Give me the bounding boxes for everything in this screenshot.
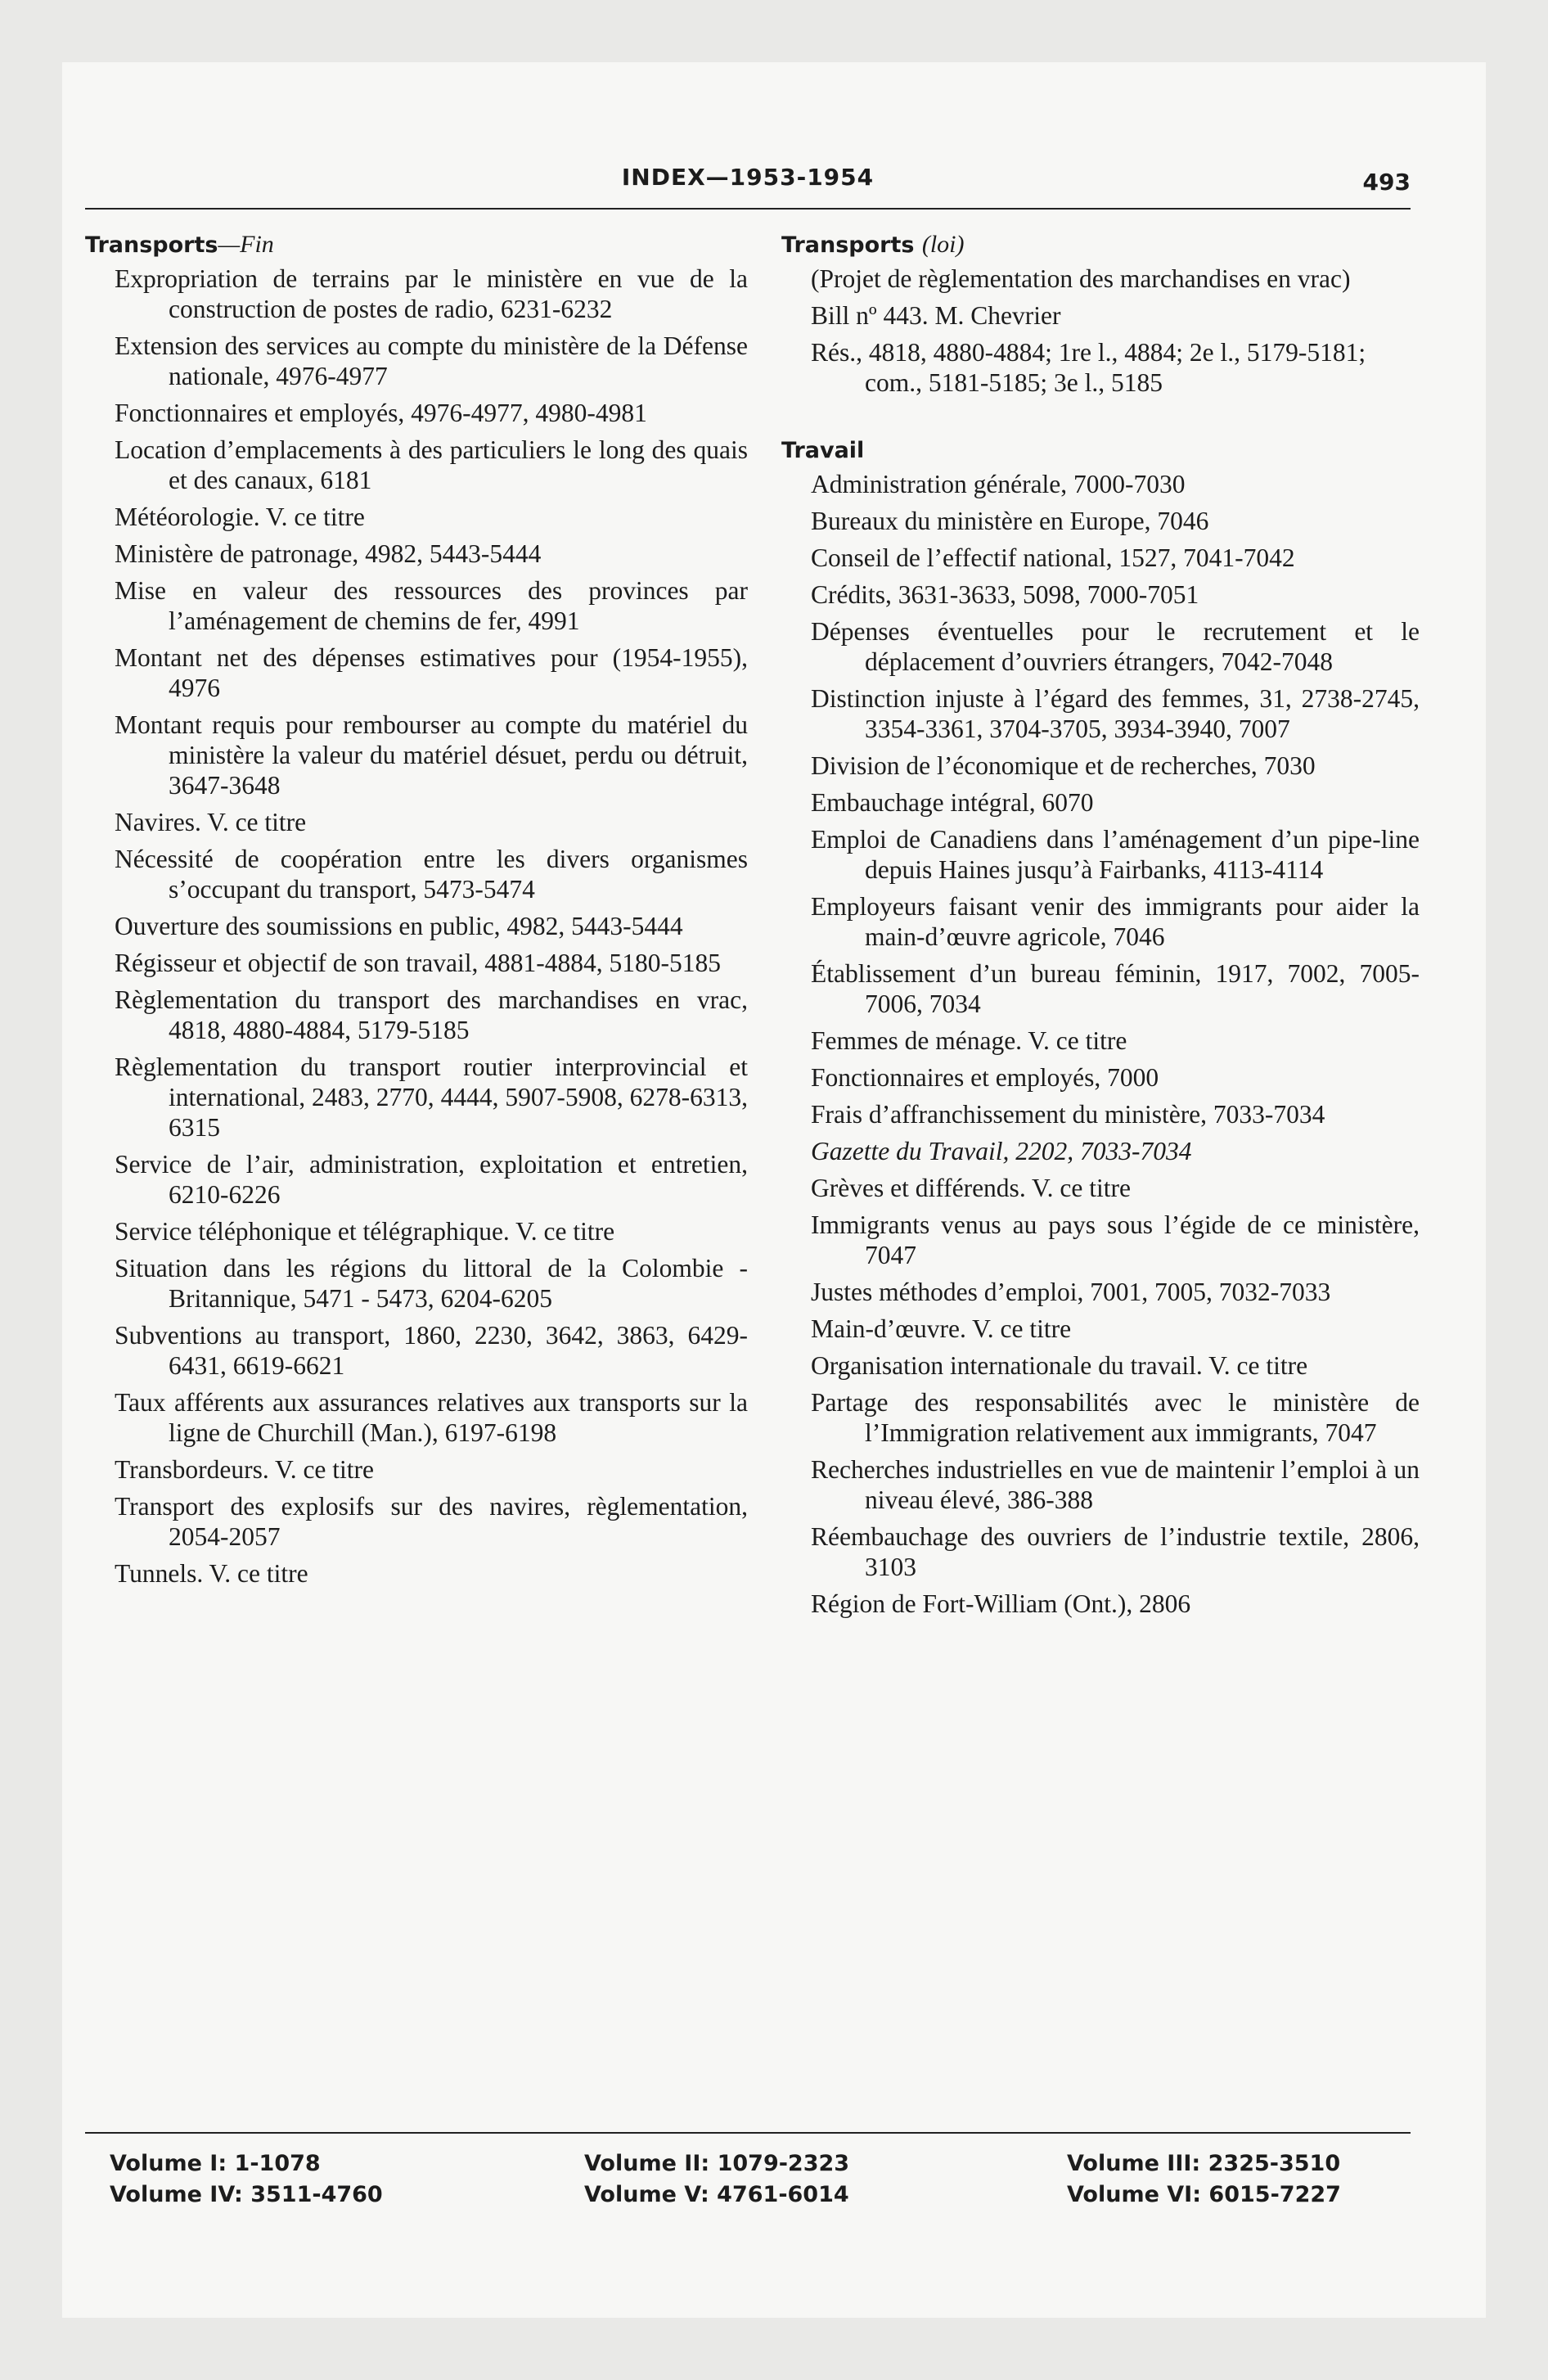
left-entry-list (85, 264, 748, 1589)
index-entry: Règlementation du transport routier interprovincial et international, 2483, 2770, 4444, 5907-5908, 6278-6313, 6315 (115, 1053, 748, 1142)
index-entry: Dépenses éventuelles pour le recrutement et le déplacement d’ouvriers étrangers, 7042-7048 (811, 617, 1420, 676)
footer-rule (85, 2132, 1411, 2134)
index-entry: Taux afférents aux assurances relatives aux transports sur la ligne de Churchill (Man.), 6197-6198 (115, 1388, 748, 1447)
index-entry: Bureaux du ministère en Europe, 7046 (811, 507, 1209, 535)
index-entry: Main-d’œuvre. V. ce titre (811, 1314, 1072, 1343)
page-title: INDEX—1953-1954 (621, 164, 875, 191)
index-entry: Service de l’air, administration, exploitation et entretien, 6210-6226 (115, 1150, 748, 1209)
bill-number: Bill nº 443. M. Chevrier (811, 301, 1061, 330)
index-entry: Distinction injuste à l’égard des femmes, 31, 2738-2745, 3354-3361, 3704-3705, 3934-3940, 7007 (811, 684, 1420, 743)
index-entry: Organisation internationale du travail. V. ce titre (811, 1351, 1308, 1380)
spacer (781, 404, 1420, 435)
section-heading-travail: Travail (781, 438, 865, 463)
index-entry: Justes méthodes d’emploi, 7001, 7005, 7032-7033 (811, 1278, 1331, 1306)
index-entry: Subventions au transport, 1860, 2230, 3642, 3863, 6429-6431, 6619-6621 (115, 1321, 748, 1380)
index-entry: Transbordeurs. V. ce titre (115, 1455, 375, 1484)
index-entry: Administration générale, 7000-7030 (811, 470, 1186, 498)
running-header (85, 164, 1411, 210)
index-entry: Recherches industrielles en vue de maintenir l’emploi à un niveau élevé, 386-388 (811, 1455, 1420, 1514)
index-entry: Règlementation du transport des marchandises en vrac, 4818, 4880-4884, 5179-5185 (115, 985, 748, 1044)
section-heading-transports-loi: Transports (loi) (781, 231, 965, 258)
index-entry: Situation dans les régions du littoral de la Colombie - Britannique, 5471 - 5473, 6204-6205 (115, 1254, 748, 1313)
index-entry: Navires. V. ce titre (115, 808, 307, 836)
section-heading-transports: Transports—Fin (85, 231, 274, 258)
volume-label: Volume III: 2325-3510 (1067, 2151, 1341, 2176)
index-entry: Embauchage intégral, 6070 (811, 788, 1094, 817)
page-number: 493 (1362, 169, 1411, 196)
index-entry: Nécessité de coopération entre les divers organismes s’occupant du transport, 5473-5474 (115, 845, 748, 904)
right-entry-list (781, 469, 1420, 1619)
index-entry: Emploi de Canadiens dans l’aménagement d’un pipe-line depuis Haines jusqu’à Fairbanks, 4113-4114 (811, 825, 1420, 884)
index-entry: Ministère de patronage, 4982, 5443-5444 (115, 539, 542, 568)
index-entry: Femmes de ménage. V. ce titre (811, 1026, 1127, 1055)
index-entry: Division de l’économique et de recherches, 7030 (811, 751, 1316, 780)
volume-label: Volume V: 4761-6014 (584, 2182, 849, 2207)
index-entry: Établissement d’un bureau féminin, 1917, 7002, 7005-7006, 7034 (811, 959, 1420, 1018)
volume-label: Volume II: 1079-2323 (584, 2151, 850, 2176)
bill-subject: (Projet de règlementation des marchandises en vrac) (811, 264, 1351, 293)
index-entry: Grèves et différends. V. ce titre (811, 1174, 1131, 1202)
header-rule (85, 208, 1411, 210)
index-entry: Employeurs faisant venir des immigrants pour aider la main-d’œuvre agricole, 7046 (811, 892, 1420, 951)
index-entry: Transport des explosifs sur des navires, règlementation, 2054-2057 (115, 1492, 748, 1551)
index-entry: Régisseur et objectif de son travail, 4881-4884, 5180-5185 (115, 949, 721, 977)
index-entry: Ouverture des soumissions en public, 4982, 5443-5444 (115, 912, 683, 940)
index-entry: Location d’emplacements à des particuliers le long des quais et des canaux, 6181 (115, 435, 748, 494)
index-entry: Mise en valeur des ressources des provinces par l’aménagement de chemins de fer, 4991 (115, 576, 748, 635)
index-entry: Crédits, 3631-3633, 5098, 7000-7051 (811, 580, 1199, 609)
index-entry: Région de Fort-William (Ont.), 2806 (811, 1589, 1191, 1618)
bill-readings: Rés., 4818, 4880-4884; 1re l., 4884; 2e l., 5179-5181; com., 5181-5185; 3e l., 5185 (811, 338, 1366, 397)
volume-label: Volume I: 1-1078 (110, 2151, 321, 2176)
index-entry: Service téléphonique et télégraphique. V. ce titre (115, 1217, 615, 1246)
index-entry: Gazette du Travail, 2202, 7033-7034 (811, 1137, 1192, 1165)
index-entry: Montant requis pour rembourser au compte du matériel du ministère la valeur du matériel désuet, perdu ou détruit, 3647-3648 (115, 710, 748, 800)
index-entry: Expropriation de terrains par le ministère en vue de la construction de postes de radio, 6231-6232 (115, 264, 748, 323)
index-entry: Météorologie. V. ce titre (115, 503, 365, 531)
index-entry: Frais d’affranchissement du ministère, 7033-7034 (811, 1100, 1325, 1129)
index-entry: Tunnels. V. ce titre (115, 1559, 308, 1588)
right-column (781, 229, 1420, 1625)
index-entry: Réembauchage des ouvriers de l’industrie textile, 2806, 3103 (811, 1522, 1420, 1581)
index-entry: Conseil de l’effectif national, 1527, 7041-7042 (811, 543, 1295, 572)
index-entry: Partage des responsabilités avec le ministère de l’Immigration relativement aux immigrants, 7047 (811, 1388, 1420, 1447)
index-entry: Immigrants venus au pays sous l’égide de ce ministère, 7047 (811, 1210, 1420, 1269)
volume-label: Volume VI: 6015-7227 (1067, 2182, 1341, 2207)
volume-label: Volume IV: 3511-4760 (110, 2182, 383, 2207)
index-entry: Fonctionnaires et employés, 4976-4977, 4980-4981 (115, 399, 647, 427)
index-entry: Extension des services au compte du ministère de la Défense nationale, 4976-4977 (115, 331, 748, 390)
index-entry: Montant net des dépenses estimatives pour (1954-1955), 4976 (115, 643, 748, 702)
index-entry: Fonctionnaires et employés, 7000 (811, 1063, 1159, 1092)
left-column (85, 229, 748, 1595)
